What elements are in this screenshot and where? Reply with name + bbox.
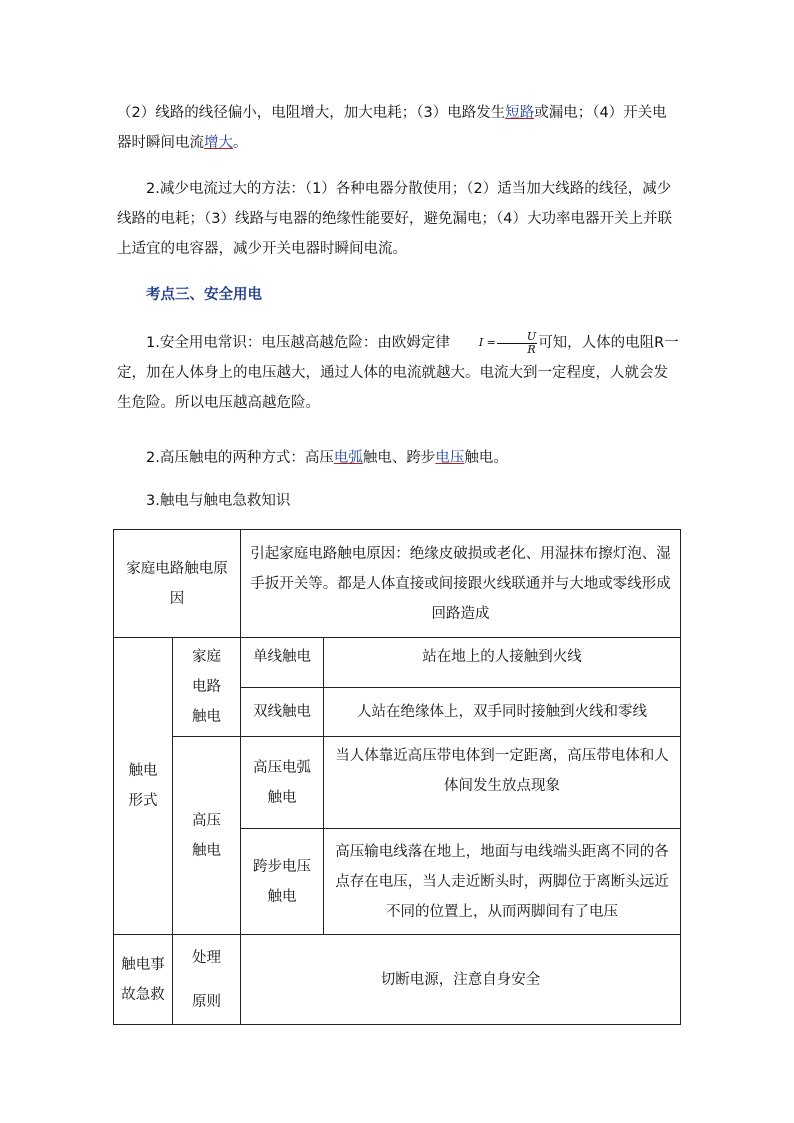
paragraph-causes	[117, 98, 679, 158]
paragraph-reduce-current: 2.减少电流过大的方法：（1）各种电器分散使用；（2）适当加大线路的线径，减少线路的电耗；（3）线路与电器的绝缘性能要好，避免漏电；（4）大功率电器开关上并联上适宜的电容器，减少开关电器时瞬间电流。	[117, 181, 672, 257]
section-heading: 考点三、安全用电	[146, 287, 262, 303]
fraction-denominator: R	[527, 342, 536, 356]
type-label: 高压电弧触电	[241, 737, 324, 829]
text: 1.安全用电常识：电压越高越危险：由欧姆定律	[146, 335, 450, 351]
text: （2）线路的线径偏小，电阻增大，加大电耗；（3）电路发生	[117, 105, 506, 121]
underlined-term: 增大	[204, 135, 233, 151]
underlined-term: 电弧	[333, 450, 363, 466]
table-row	[114, 935, 681, 1025]
fraction-numerator: U	[497, 331, 537, 344]
electric-shock-table	[113, 529, 681, 1025]
text: 2.高压触电的两种方式：高压	[146, 450, 334, 466]
principle-label-line: 处理	[192, 949, 221, 966]
paragraph-safety-knowledge	[117, 328, 679, 418]
principle-content: 切断电源，注意自身安全	[241, 935, 681, 1025]
text: 触电。	[464, 450, 508, 466]
table-row	[114, 638, 681, 688]
principle-label-line: 原则	[192, 993, 221, 1010]
sub-label: 高压触电	[173, 737, 241, 935]
text: 可知，人体的电阻R一定，加在人体身上的电压越大，通过人体的电流就越大。电流大到一定程度，人就会发生危险。所以电压越高越危险。	[117, 335, 679, 411]
text: 。	[233, 135, 248, 151]
type-label: 单线触电	[241, 638, 324, 688]
row-label: 家庭电路触电原因	[114, 530, 241, 638]
text: 或漏电；（4）开关电器时瞬间电流	[117, 105, 667, 151]
table-row	[114, 737, 681, 829]
text: 触电、跨步	[362, 450, 436, 466]
paragraph-high-voltage	[117, 443, 679, 473]
ohm-law-formula	[450, 328, 538, 358]
type-content: 当人体靠近高压带电体到一定距离，高压带电体和人体间发生放点现象	[324, 737, 681, 829]
formula-lhs: I =	[478, 336, 496, 349]
type-content: 站在地上的人接触到火线	[324, 638, 681, 688]
fraction	[497, 331, 537, 356]
table-row	[114, 530, 681, 638]
row-label: 触电形式	[114, 638, 173, 935]
type-label: 双线触电	[241, 687, 324, 737]
type-content: 人站在绝缘体上，双手同时接触到火线和零线	[324, 687, 681, 737]
row-label: 触电事故急救	[114, 935, 173, 1025]
type-content: 高压输电线落在地上，地面与电线端头距离不同的各点存在电压，当人走近断头时，两脚位于离断头远近不同的位置上，从而两脚间有了电压	[324, 829, 681, 935]
type-label: 跨步电压触电	[241, 829, 324, 935]
sub-label: 家庭电路触电	[173, 638, 241, 737]
underlined-term: 电压	[435, 450, 465, 466]
paragraph-first-aid-title: 3.触电与触电急救知识	[146, 493, 291, 509]
underlined-term: 短路	[505, 105, 535, 121]
sub-label	[173, 935, 241, 1025]
row-content: 引起家庭电路触电原因：绝缘皮破损或老化、用湿抹布擦灯泡、湿手扳开关等。都是人体直接或间接跟火线联通并与大地或零线形成回路造成	[241, 530, 681, 638]
